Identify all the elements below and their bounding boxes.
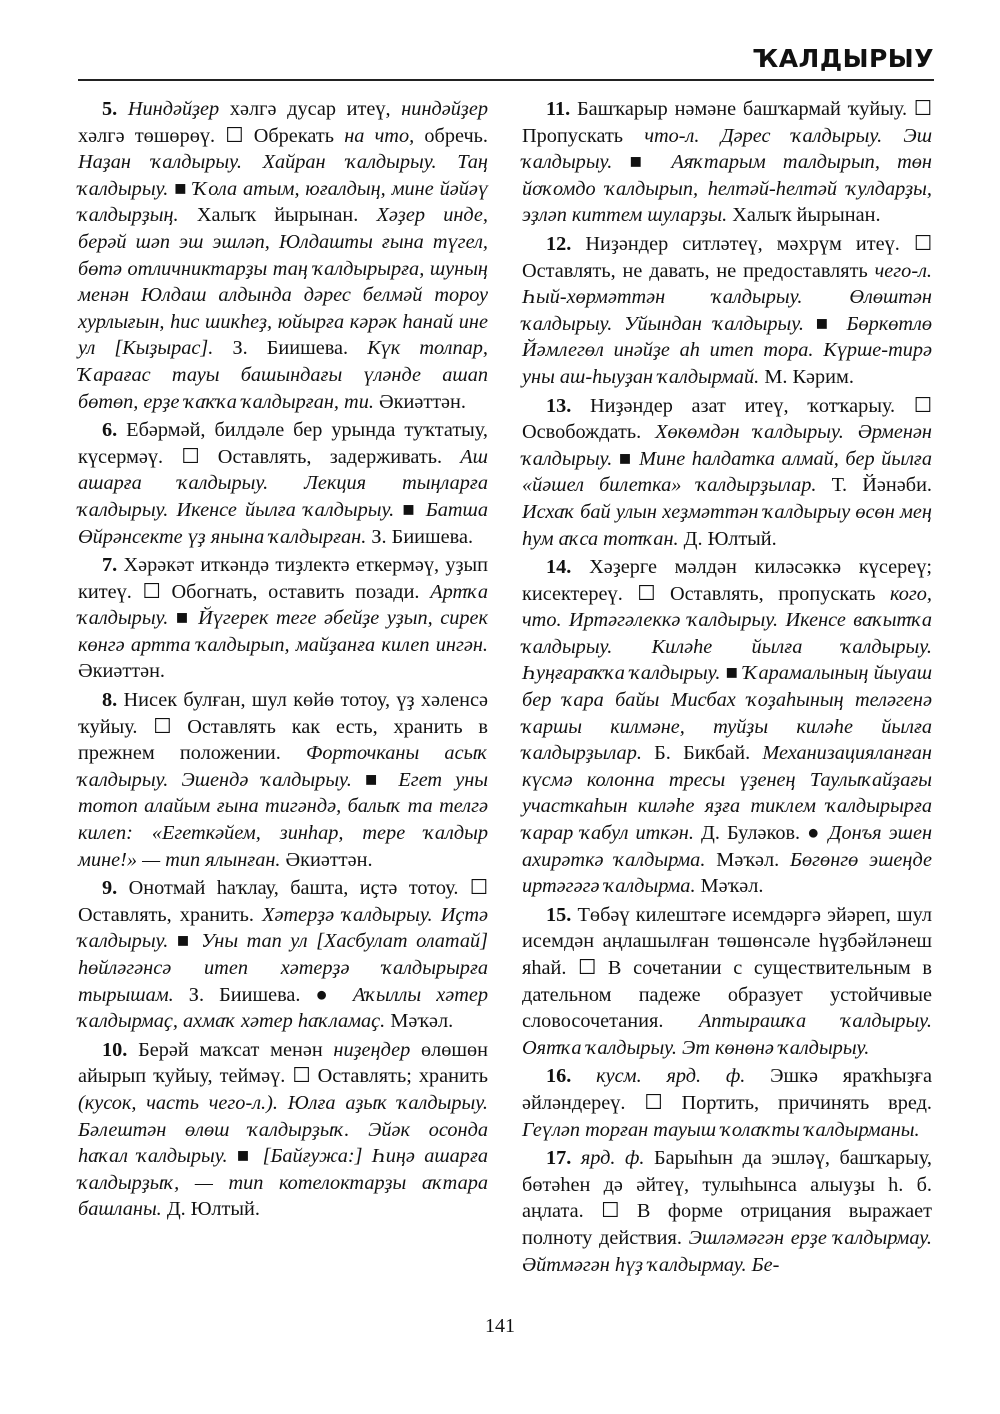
- sense-text: Берәй маҡсат менән ниҙеңдер өлөшөн айырып ҡуйыу, теймәү. ☐ Оставлять; хранить (кусок, часть чего-л.). Юлға аҙыҡ ҡалдырыу. Бәлештән өлөш ҡалдырҙыҡ. Эйәк осонда һаҡал ҡалдырыу. ■ [Байғужа:] Һиңә ашарға ҡалдырҙыҡ, — тип котелоктарҙы аҡтара башланы. Д. Юлтый.: [78, 1038, 488, 1221]
- sense-text: Ниҙәндер азат итеү, ҡотҡарыу. ☐ Освобождать. Хөкөмдән ҡалдырыу. Әрменән ҡалдырыу. ■ Мине һалдатка алмай, бер йылға «йәшел билетка» ҡалдырҙылар. Т. Йәнәби. Исхаҡ бай улын хеҙмәттән ҡалдырыу өсөн мең һум аҡса тотҡан. Д. Юлтый.: [522, 394, 932, 550]
- sense-number: 13.: [546, 394, 572, 417]
- dictionary-sense: [522, 902, 932, 1062]
- sense-text: Хәҙерге мәлдән киләсәккә күсереү; кисектереү. ☐ Оставлять, пропускать кого, что. Иртәгәлеккә ҡалдырыу. Икенсе ваҡытҡа ҡалдырыу. Киләһе йылға ҡалдырыу. Һуңғараҡҡа ҡалдырыу. ■ Ҡарамалының йыуаш бер ҡара байы Мисбах ҡоҙаһының теләгенә ҡаршы килмәне, туйҙы киләһе йылға ҡалдырҙылар. Б. Бикбай. Механизацияланған күсмә колонна тресы үҙенең Таулыҡайҙағы участкаһын киләһе яҙға тиклем ҡалдырырға ҡарар ҡабул иткән. Д. Буләков. ● Донъя эшен ахирәткә ҡалдырма. Мәҡәл. Бөгөнгө эшеңде иртәгәгә ҡалдырма. Мәҡәл.: [522, 556, 933, 898]
- page-header-title: ҠАЛДЫРЫУ: [752, 44, 934, 73]
- dictionary-sense: [522, 96, 932, 229]
- dictionary-sense: [78, 96, 488, 415]
- dictionary-sense: [522, 231, 932, 391]
- sense-number: 10.: [102, 1038, 128, 1061]
- sense-number: 9.: [102, 877, 118, 900]
- sense-number: 16.: [546, 1065, 572, 1088]
- sense-text: Нисек булған, шул көйө тотоу, үҙ хәленсә ҡуйыу. ☐ Оставлять как есть, хранить в прежнем положении. Форточканы асыҡ ҡалдырыу. Эшендә ҡалдырыу. ■ Егет уны тотоп алайым ғына тигәндә, балыҡ та телгә килеп: «Егеткәйем, зинһар, тере ҡалдыр мине!» — тип ялынған. Әкиәттән.: [78, 689, 488, 871]
- dictionary-sense: [78, 875, 488, 1035]
- sense-number: 12.: [546, 232, 572, 255]
- sense-number: 7.: [102, 554, 118, 577]
- page-number: 141: [485, 1315, 515, 1337]
- dictionary-sense: [522, 1063, 932, 1143]
- dictionary-sense: [78, 687, 488, 873]
- sense-number: 8.: [102, 689, 118, 712]
- sense-text: Онотмай һаҡлау, башта, иҫтә тотоу. ☐ Оставлять, хранить. Хәтерҙә ҡалдырыу. Иҫтә ҡалдырыу. ■ Уны тап ул [Хасбулат олатай] һөйләгәнсә итеп хәтерҙә ҡалдырырға тырышам. З. Биишева. ● Аҡыллы хәтер ҡалдырмаҫ, ахмаҡ хәтер һаҡламаҫ. Мәҡәл.: [78, 877, 489, 1033]
- right-column: [522, 96, 932, 1280]
- dictionary-sense: [522, 393, 932, 553]
- dictionary-sense: [522, 554, 932, 900]
- header-rule: [78, 79, 934, 81]
- sense-text: Ниҙәндер ситләтеү, мәхрүм итеү. ☐ Оставлять, не давать, не предоставлять чего-л. Һый-хөрмәттән ҡалдырыу. Өлөштән ҡалдырыу. Уйындан ҡалдырыу. ■ Бөркөтлө Йәмлегөл инәйҙе аһ итеп тора. Күрше-тирә уны аш-һыуҙан ҡалдырмай. М. Кәрим.: [522, 232, 933, 388]
- sense-text: кусм. ярд. ф. Эшкә яраҡһыҙға әйләндереү. ☐ Портить, причинять вред. Геүләп торған тауыш ҡолаҡты ҡалдырманы.: [522, 1065, 933, 1141]
- sense-number: 6.: [102, 419, 118, 442]
- sense-text: Башҡарыр нәмәне башҡармай ҡуйыу. ☐ Пропускать что-л. Дәрес ҡалдырыу. Эш ҡалдырыу. ■ Аяҡтарым талдырып, төн йоҡомдо ҡалдырып, һелтәй-һелтәй ҡулдарҙы, эҙләп киттем шуларҙы. Халыҡ йырынан.: [522, 98, 932, 227]
- sense-number: 5.: [102, 98, 118, 120]
- dictionary-sense: [78, 417, 488, 550]
- sense-number: 11.: [546, 98, 571, 120]
- sense-number: 15.: [546, 903, 572, 926]
- sense-text: Ниндәйҙер хәлгә дусар итеү, ниндәйҙер хәлгә төшөрөү. ☐ Обрекать на что, обречь. Наҙан ҡалдырыу. Хайран ҡалдырыу. Таң ҡалдырыу. ■ Ҡола атым, юғалдың, мине йәйәү ҡалдырҙың. Халыҡ йырынан. Хәҙер инде, берәй шәп эш эшләп, Юлдашты ғына түгел, бөтә отличниктарҙы таң ҡалдырырға, шуның менән Юлдаш алдында дәрес белмәй тороу хурлығын, һис шикһеҙ, юйырға кәрәк һанай ине ул [Кыҙырас]. З. Биишева. Күк толпар, Ҡарағас тауы башындағы үләнде ашап бөтөп, ерҙе ҡаҡҡа ҡалдырған, ти. Әкиәттән.: [78, 98, 489, 413]
- left-column: [78, 96, 488, 1225]
- dictionary-sense: [522, 1145, 932, 1278]
- dictionary-sense: [78, 1037, 488, 1223]
- sense-number: 17.: [546, 1147, 572, 1170]
- sense-text: Ебәрмәй, билдәле бер урында туҡтатыу, күсермәү. ☐ Оставлять, задерживать. Аш ашарға ҡалдырыу. Лекция тыңларға ҡалдырыу. Икенсе йылға ҡалдырыу. ■ Батша Өйрәнсекте үҙ янына ҡалдырған. З. Биишева.: [78, 419, 488, 548]
- sense-text: Төбәү килештәге исемдәргә эйәреп, шул исемдән аңлашылған төшөнсәле һүҙбәйләнеш яһай. ☐ В сочетании с существительным в дательном падеже образует устойчивые словосочетания. Аптырашҡа ҡалдырыу. Оятҡа ҡалдырыу. Эт көнөнә ҡалдырыу.: [522, 903, 932, 1059]
- sense-text: ярд. ф. Барыһын да эшләү, башҡарыу, бөтәһен дә әйтеү, тулыһынса алыуҙы һ. б. аңлата. ☐ В форме отрицания выражает полноту действия. Эшләмәгән ерҙе ҡалдырмау. Әйтмәгән һүҙ ҡалдырмау. Бе-: [522, 1147, 932, 1276]
- sense-text: Хәрәкәт иткәндә тиҙлектә еткермәү, уҙып китеү. ☐ Обогнать, оставить позади. Артҡа ҡалдырыу. ■ Йүгерек теге әбейҙе уҙып, сирек көнгә артта ҡалдырып, майҙанға килеп ингән. Әкиәттән.: [78, 554, 488, 683]
- dictionary-sense: [78, 552, 488, 685]
- sense-number: 14.: [546, 556, 572, 579]
